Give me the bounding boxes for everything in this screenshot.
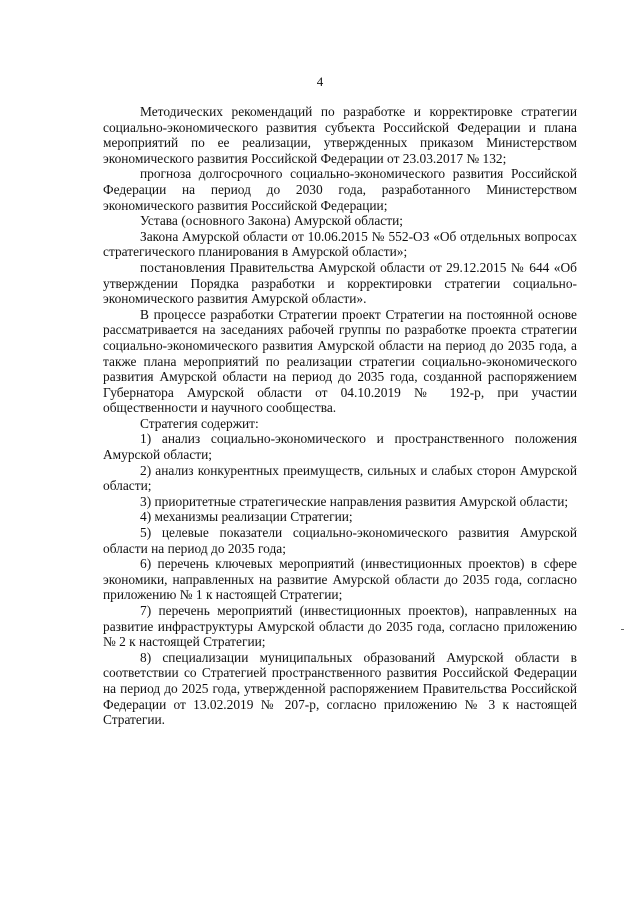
paragraph-development-process: В процессе разработки Стратегии проект Стратегии на постоянной основе рассматривается на заседаниях рабочей группы по разработке проекта стратегии социально-экономического развития Амурской области на период до 2035 года, а также плана мероприятий по реализации стратегии социально-экономического развития Амурской области на период до 2035 года, созданной распоряжением Губернатора Амурской области от 04.10.2019 № 192-р, при участии общественности и научного сообщества. [103,306,577,416]
scan-mark [621,629,624,630]
paragraph-long-term-forecast: прогноза долгосрочного социально-экономического развития Российской Федерации на период до 2030 года, разработанного Министерством экономического развития Российской Федерации; [103,166,577,213]
paragraph-regional-law: Закона Амурской области от 10.06.2015 № 552-ОЗ «Об отдельных вопросах стратегического планирования в Амурской области»; [103,228,577,260]
list-item-8: 8) специализации муниципальных образований Амурской области в соответствии со Стратегией пространственного развития Российской Федерации на период до 2025 года, утвержденной распоряжением Правительства Российской Федерации от 13.02.2019 № 207-р, согласно приложению № 3 к настоящей Стратегии. [103,649,577,728]
paragraph-strategy-contains: Стратегия содержит: [140,415,259,431]
list-item-6: 6) перечень ключевых мероприятий (инвестиционных проектов) в сфере экономики, направленных на развитие Амурской области до 2035 года, согласно приложению № 1 к настоящей Стратегии; [103,556,577,603]
page-number: 4 [316,74,324,89]
list-item-7: 7) перечень мероприятий (инвестиционных проектов), направленных на развитие инфраструктуры Амурской области до 2035 года, согласно приложению № 2 к настоящей Стратегии; [103,603,577,650]
paragraph-methodical-recommendations: Методических рекомендаций по разработке и корректировке стратегии социально-экономического развития субъекта Российской Федерации и плана мероприятий по ее реализации, утвержденных приказом Министерством экономического развития Российской Федерации от 23.03.2017 № 132; [103,104,577,166]
list-item-4: 4) механизмы реализации Стратегии; [140,509,353,525]
document-body [103,104,577,728]
list-item-2: 2) анализ конкурентных преимуществ, сильных и слабых сторон Амурской области; [103,462,577,494]
list-item-3: 3) приоритетные стратегические направления развития Амурской области; [140,493,569,509]
list-item-5: 5) целевые показатели социально-экономического развития Амурской области на период до 2035 года; [103,525,577,556]
paragraph-government-resolution: постановления Правительства Амурской области от 29.12.2015 № 644 «Об утверждении Порядка разработки и корректировки стратегии социально-экономического развития Амурской области». [103,259,577,307]
list-item-1: 1) анализ социально-экономического и пространственного положения Амурской области; [103,431,577,463]
paragraph-charter: Устава (основного Закона) Амурской области; [140,213,403,229]
